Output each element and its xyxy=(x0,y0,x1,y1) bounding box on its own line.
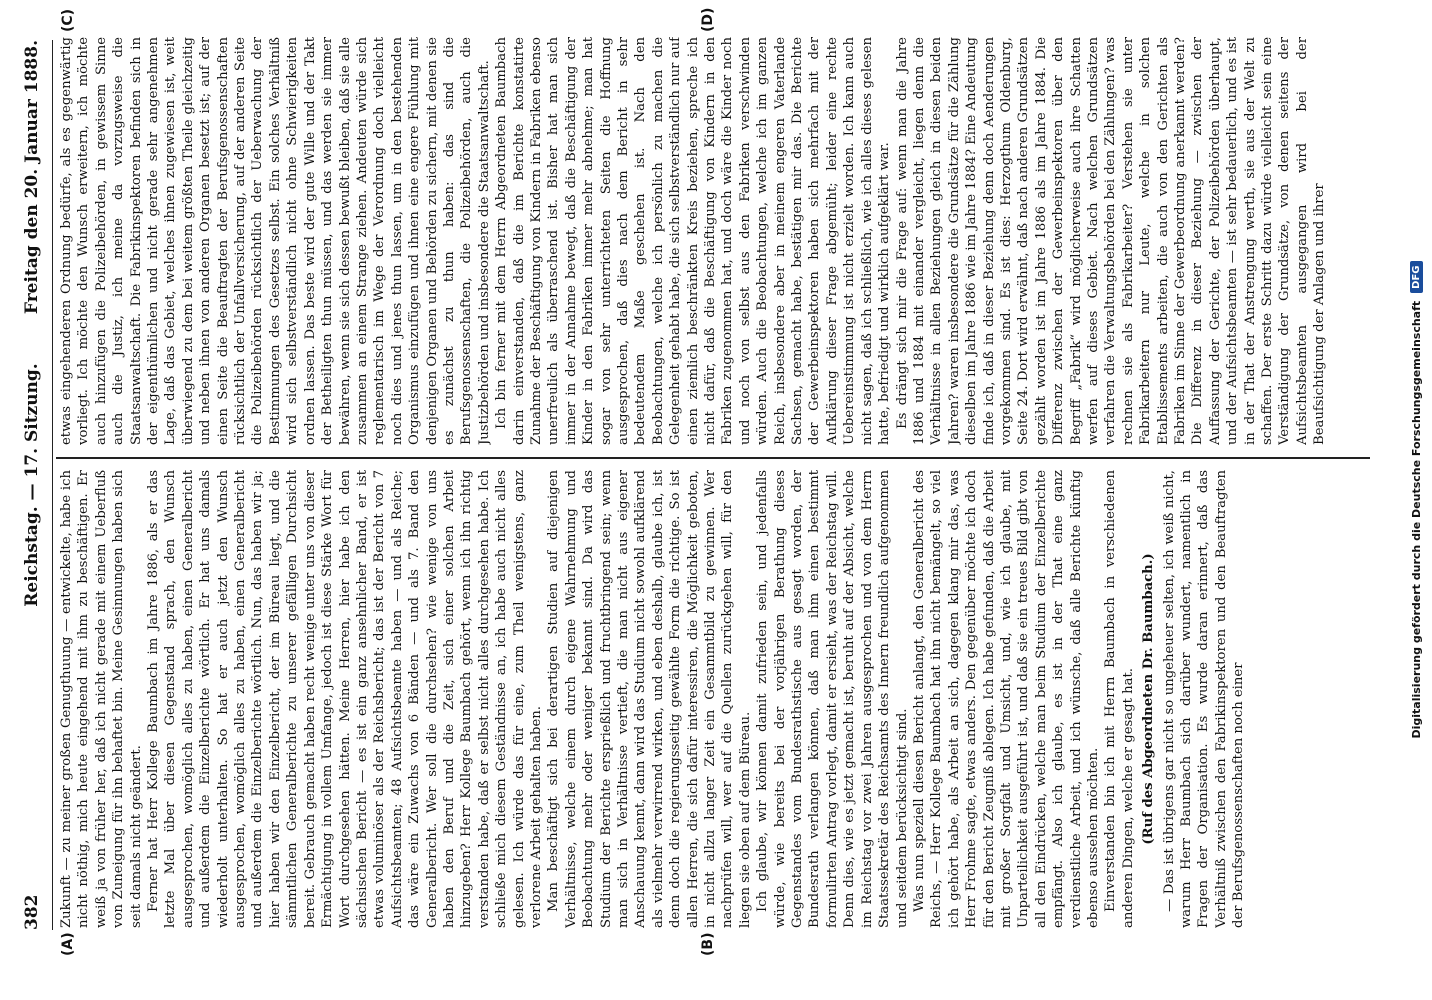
paragraph: Man beschäftigt sich bei derartigen Studien auf diejenigen Verhältnisse, welche einem durch eigene Wahrnehmung und Beobachtung mehr oder weniger bekannt sind. Da wird das Studium der Berichte ersprießlich und fruchtbringend sein; wenn man sich in Verhältnisse vertieft, die man nicht aus eigener Anschauung kennt, dann wird das Studium nicht sowohl aufklärend als vielmehr verwirrend wirken, und eben deshalb, glaube ich, ist denn doch die regierungsseitig gewählte Form die richtige. So ist allen Herren, die sich dafür interessiren, die Möglichkeit geboten, in nicht allzu langer Zeit ein Gesammtbild zu gewinnen. Wer nachprüfen will, wer auf die Quellen zurückgehen will, für den liegen sie oben auf dem Büreau. xyxy=(546,470,753,928)
paragraph: etwas eingehenderen Ordnung bedürfe, als es gegenwärtig vorliegt. Ich möchte den Wunsch erweitern, ich möchte auch hinzufügen die Polizeibehörden, in gewissem Sinne auch die Justiz, ich meine da vorzugsweise die Staatsanwaltschaft. Die Fabrikinspektoren befinden sich in der eigenthümlichen und nicht gerade sehr angenehmen Lage, daß das Gebiet, welches ihnen zugewiesen ist, weit überwiegend zu dem bei weitem größten Theile gleichzeitig und neben ihnen von anderen Organen besetzt ist; auf der einen Seite die Beauftragten der Berufsgenossenschaften rücksichtlich der Unfallversicherung, auf der anderen Seite die Polizeibehörden rücksichtlich der Ueberwachung der Bestimmungen des Gesetzes selbst. Ein solches Verhältniß wird sich selbstverständlich nicht ohne Schwierigkeiten ordnen lassen. Das beste wird der gute Wille und der Takt der Betheiligten thun müssen, und das werden sie immer bewähren, wenn sie sich dessen bewußt bleiben, daß sie alle zusammen an einem Strange ziehen. Andeuten würde sich reglementarisch im Wege der Verordnung doch vielleicht noch dies und jenes thun lassen, um in den bestehenden Organismus einzufügen und ihnen eine engere Fühlung mit denjenigen Organen und Behörden zu sichern, mit denen sie es zunächst zu thun haben: das sind die Berufsgenossenschaften, die Polizeibehörden, auch die Justizbehörden und insbesondere die Staatsanwaltschaft. xyxy=(59,37,492,445)
page-number: 382 xyxy=(22,894,42,930)
marker-d: (D) xyxy=(700,7,716,32)
paragraph: Einverstanden bin ich mit Herrn Baumbach in verschiedenen anderen Dingen, welche er gesagt hat. xyxy=(1103,470,1136,928)
header-rule xyxy=(52,40,53,930)
paragraph: Ferner hat Herr Kollege Baumbach im Jahre 1886, als er das letzte Mal über diesen Gegenstand sprach, den Wunsch ausgesprochen, womöglich alles zu haben, einen Generalbericht und außerdem die Einzelberichte wörtlich. Er hat uns damals wiederholt unterhalten. So hat er auch jetzt den Wunsch ausgesprochen, womöglich alles zu haben, einen Generalbericht und außerdem die Einzelberichte wörtlich. Nun, das haben wir ja; hier haben wir den Einzelbericht, der im Büreau liegt, und die sämmtlichen Generalberichte zu unserer gefälligen Durchsicht bereit. Gebrauch gemacht haben recht wenige unter uns von dieser Ermächtigung in vollem Umfange, jedoch ist diese Stärke Wort für Wort durchgesehen hätten. Meine Herren, hier habe ich den sächsischen Bericht — es ist ein ganz ansehnlicher Band, er ist etwas voluminöser als der Reichsbericht; das ist der Bericht von 7 Aufsichtsbeamten; 48 Aufsichtsbeamte haben — und als Reiche; das wäre ein Zuwachs von 6 Bänden — und als 7. Band den Generalbericht. Wer soll die durchsehen? wie wenige von uns haben den Beruf und die Zeit, sich einer solchen Arbeit hinzugeben? Herr Kollege Baumbach gehört, wenn ich ihn richtig verstanden habe, daß er selbst nicht alles durchgesehen habe. Ich schließe mich diesem Geständnisse an, ich habe auch nicht alles gelesen. Ich würde das für eine, zum Theil wenigstens, ganz verlorene Arbeit gehalten haben. xyxy=(146,470,544,928)
paragraph: Was nun speziell diesen Bericht anlangt, den Generalbericht des Reichs, — Herr Kollege Baumbach hat ihn nicht bemängelt, so viel ich gehört habe, als Arbeit an sich, dagegen klang mir das, was Herr Frohme sagte, etwas anders. Den gegenüber möchte ich doch für den Bericht Zeugniß ablegen. Ich habe gefunden, daß die Arbeit mit großer Sorgfalt und Umsicht, und, wie ich glaube, mit Unparteilichkeit ausgeführt ist, und daß sie ein treues Bild gibt von all den Eindrücken, welche man beim Studium der Einzelberichte empfängt. Also ich glaube, es ist in der That eine ganz verdienstliche Arbeit, und ich wünsche, daß alle Berichte künftig ebenso aussehen möchten. xyxy=(911,470,1101,928)
session-title: Reichstag. — 17. Sitzung. xyxy=(22,363,42,607)
credit-text: Digitalisierung gefördert durch die Deutsche Forschungsgemeinschaft xyxy=(1409,300,1423,739)
marker-c: (C) xyxy=(60,8,76,32)
right-column xyxy=(58,37,1372,445)
digitization-credit xyxy=(1404,0,1428,1000)
paragraph: — Das ist übrigens gar nicht so ungeheuer selten, ich weiß nicht, warum Herr Baumbach sich darüber wundert, namentlich in Fragen der Organisation. Es wurde daran erinnert, daß das Verhältniß zwischen den Fabrikinspektoren und den Beauftragten der Berufsgenossenschaften noch einer xyxy=(1161,470,1247,928)
session-date: Freitag den 20. Januar 1888. xyxy=(22,40,42,315)
column-rule xyxy=(56,457,1370,459)
paragraph: Ich glaube, wir können damit zufrieden sein, und jedenfalls würde, wie bereits bei der vorjährigen Berathung dieses Gegenstandes vom Bundesrathstische aus gesagt worden, der Bundesrath verlangen können, daß man ihm einen bestimmt formulirten Antrag vorlegt, damit er ersieht, was der Reichstag will. Denn dies, wie es jetzt gemacht ist, beruht auf der Absicht, welche im Reichstag vor zwei Jahren ausgesprochen und von dem Herrn Staatssekretär des Reichsamts des Innern freundlich aufgenommen und seitdem berücksichtigt sind. xyxy=(755,470,910,928)
marker-b: (B) xyxy=(700,932,716,956)
page-header xyxy=(18,40,46,930)
interjection: (Ruf des Abgeordneten Dr. Baumbach.) xyxy=(1141,553,1157,845)
paragraph: Ich bin ferner mit dem Herrn Abgeordneten Baumbach darin einverstanden, daß die im Berichte konstatirte Zunahme der Beschäftigung von Kindern in Fabriken ebenso unerfreulich als überraschend ist. Bisher hat man sich immer in der Annahme bewegt, daß die Beschäftigung der Kinder in den Fabriken immer mehr abnehme; man hat sogar von sehr unterrichteten Seiten die Hoffnung ausgesprochen, daß dies nach dem Bericht in sehr bedeutendem Maße geschehen ist. Nach den Beobachtungen, welche ich persönlich zu machen die Gelegenheit gehabt habe, die sich selbstverständlich nur auf einen ziemlich beschränkten Kreis beziehen, spreche ich nicht dafür, daß die Beschäftigung von Kindern in den Fabriken zugenommen hat, und doch wäre die Kinder noch und noch von selbst aus den Fabriken verschwinden würden. Auch die Beobachtungen, welche ich im ganzen Reich, insbesondere aber in meinem engeren Vaterlande Sachsen, gemacht habe, bestätigen mir das. Die Berichte der Gewerbeinspektoren haben sich mehrfach mit der Aufklärung dieser Frage abgemüht; leider eine rechte Uebereinstimmung ist nicht erzielt worden. Ich kann auch nicht sagen, daß ich schließlich, wie ich alles dieses gelesen hatte, befriedigt und wirklich aufgeklärt war. xyxy=(494,37,893,445)
paragraph: Es drängt sich mir die Frage auf: wenn man die Jahre 1886 und 1884 mit einander vergleicht, liegen denn die Verhältnisse in allen Beziehungen gleich in diesen beiden Jahren? waren insbesondere die Grundsätze für die Zählung dieselben im Jahre 1886 wie im Jahre 1884? Eine Andeutung finde ich, daß in dieser Beziehung denn doch Aenderungen vorgekommen sind. Es ist dies: Herzogthum Oldenburg, Seite 24. Dort wird erwähnt, daß nach anderen Grundsätzen gezählt worden ist im Jahre 1886 als im Jahre 1884. Die Differenz zwischen der Gewerbeinspektoren über den Begriff „Fabrik“ wird möglicherweise auch ihre Schatten werfen auf dieses Gebiet. Nach welchen Grundsätzen verfahren die Verwaltungsbehörden bei den Zählungen? was rechnen sie als Fabrikarbeiter? Verstehen sie unter Fabrikarbeitern nur Leute, welche in solchen Etablissements arbeiten, die auch von den Gerichten als Fabriken im Sinne der Gewerbeordnung anerkannt werden? Die Differenz in dieser Beziehung — zwischen der Auffassung der Gerichte, der Polizeibehörden überhaupt, und der Aufsichtsbeamten — ist sehr bedauerlich, und es ist in der That der Anstrengung werth, sie aus der Welt zu schaffen. Der erste Schritt dazu würde vielleicht sein eine Verständigung der Grundsätze, von denen seitens der Aufsichtsbeamten ausgegangen wird bei der Beaufsichtigung der Anlagen und ihrer xyxy=(894,37,1328,445)
paragraph: Zukunft — zu meiner großen Genugthuung — entwickelte, habe ich nicht nöthig, mich heute eingehend mit ihm zu beschäftigen. Er weiß ja von früher her, daß ich nicht gerade mit einem Ueberfluß von Zuneigung für ihn behaftet bin. Meine Gesinnungen haben sich seit damals nicht geändert. xyxy=(59,470,144,928)
left-column xyxy=(58,470,1372,928)
dfg-logo: DFG xyxy=(1410,262,1423,293)
marker-a: (A) xyxy=(60,932,76,956)
